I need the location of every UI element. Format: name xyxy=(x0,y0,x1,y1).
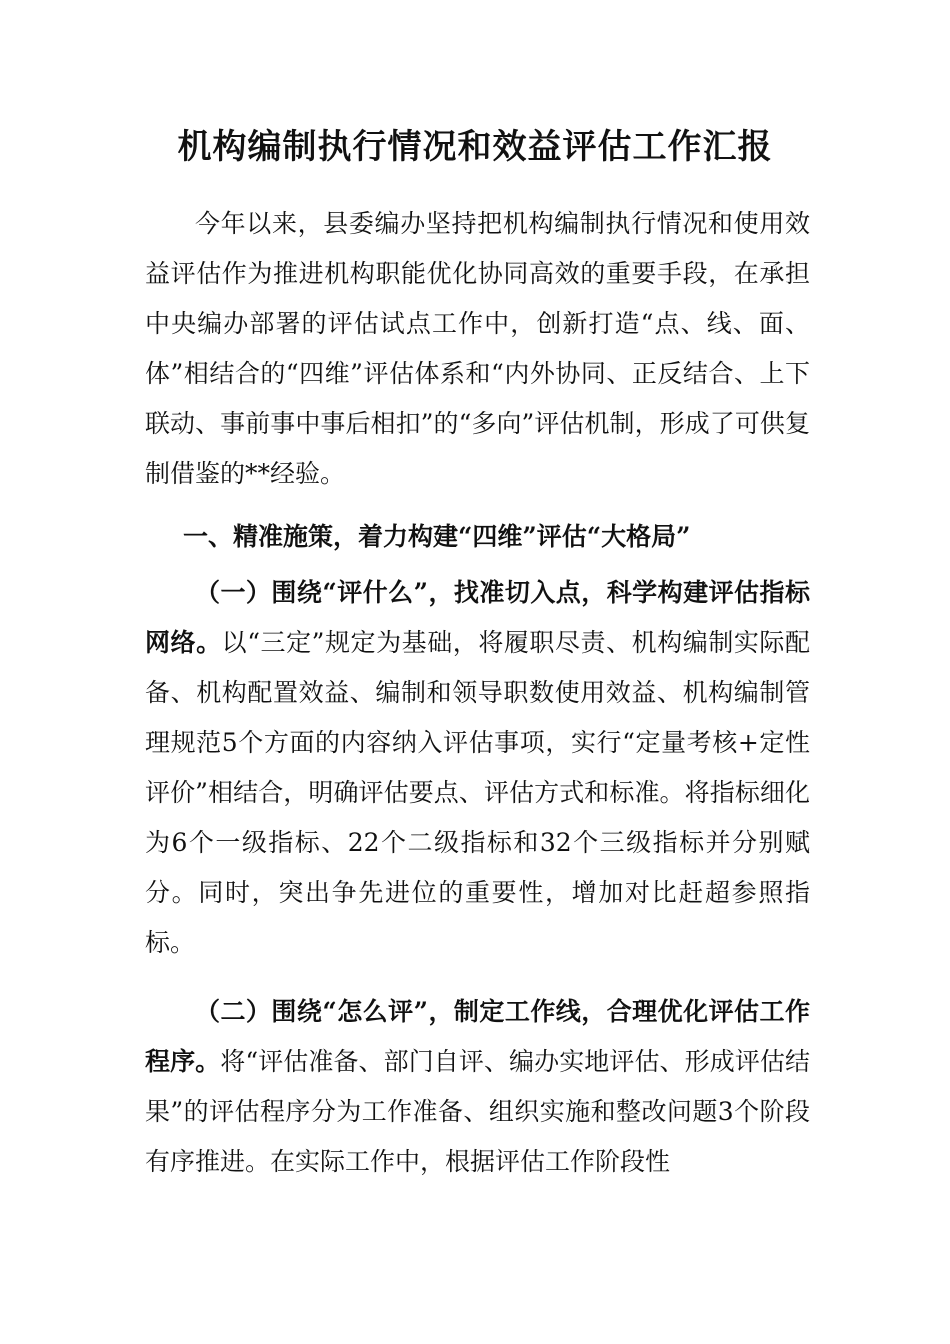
item-body-2: 将“评估准备、部门自评、编办实地评估、形成评估结果”的评估程序分为工作准备、组织实施和整改问题3个阶段有序推进。在实际工作中，根据评估工作阶段性 xyxy=(145,1047,810,1176)
document-title: 机构编制执行情况和效益评估工作汇报 xyxy=(177,127,773,167)
item-paragraph-1 xyxy=(145,568,810,968)
item-lead-1: （一）围绕“评什么”，找准切入点，科学构建评估指标网络。 xyxy=(145,578,810,657)
intro-paragraph: 今年以来，县委编办坚持把机构编制执行情况和使用效益评估作为推进机构职能优化协同高效的重要手段，在承担中央编办部署的评估试点工作中，创新打造“点、线、面、体”相结合的“四维”评估体系和“内外协同、正反结合、上下联动、事前事中事后相扣”的“多向”评估机制，形成了可供复制借鉴的**经验。 xyxy=(145,209,810,488)
section-heading-1: 一、精准施策，着力构建“四维”评估“大格局” xyxy=(183,522,691,551)
item-lead-2: （二）围绕“怎么评”，制定工作线，合理优化评估工作程序。 xyxy=(145,997,810,1076)
item-paragraph-2 xyxy=(145,987,810,1187)
item-body-1: 以“三定”规定为基础，将履职尽责、机构编制实际配备、机构配置效益、编制和领导职数使用效益、机构编制管理规范5个方面的内容纳入评估事项，实行“定量考核+定性评价”相结合，明确评估要点、评估方式和标准。将指标细化为6个一级指标、22个二级指标和32个三级指标并分别赋分。同时，突出争先进位的重要性，增加对比赶超参照指标。 xyxy=(145,628,810,957)
